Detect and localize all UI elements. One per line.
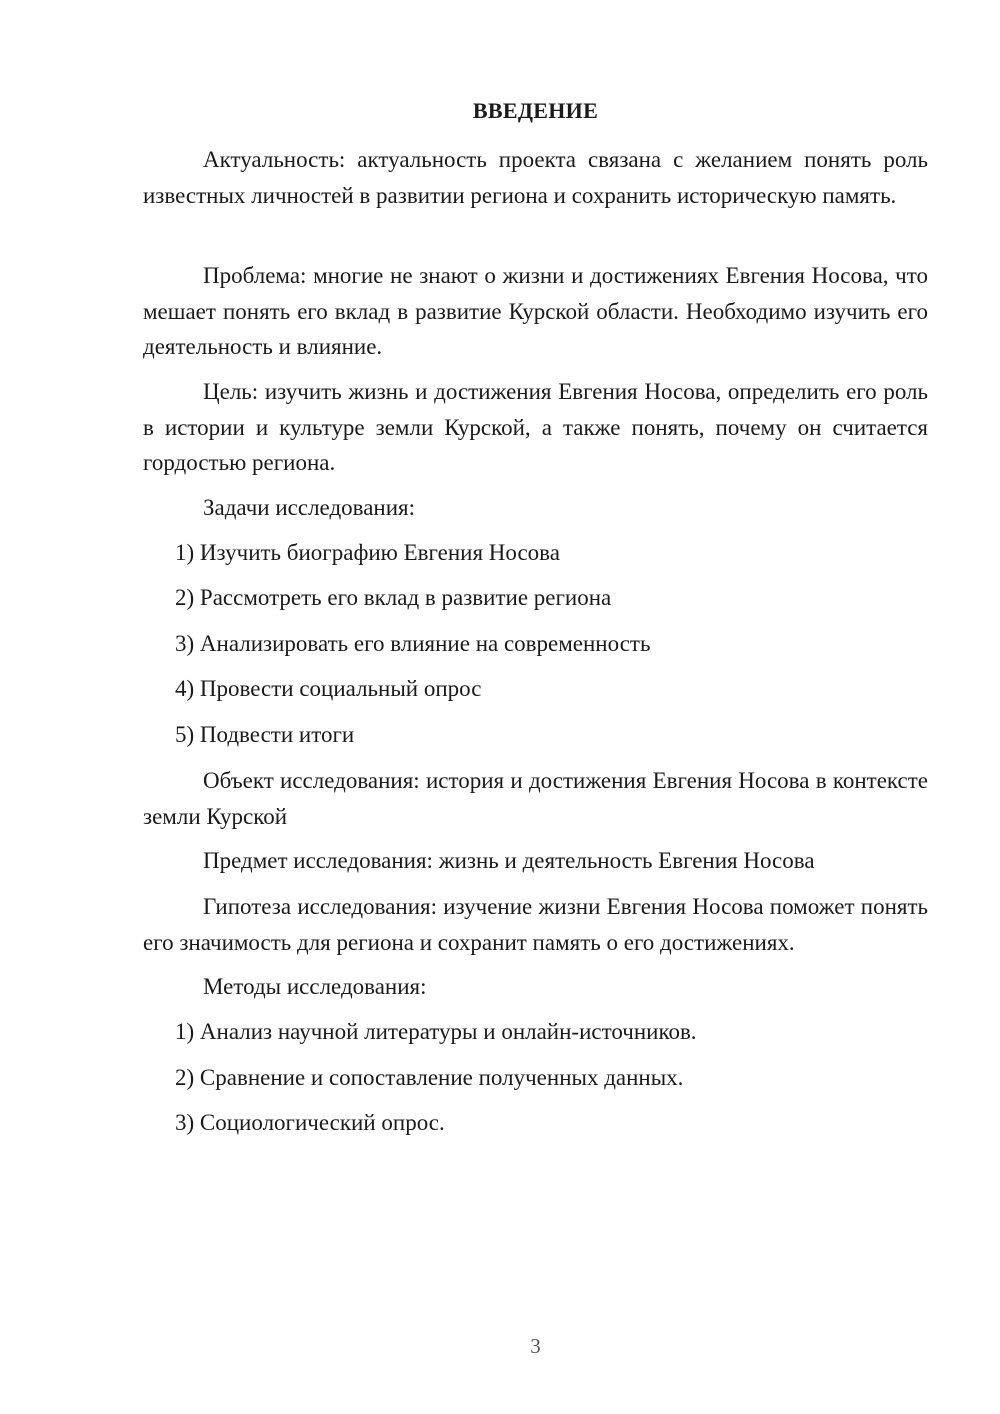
- problem-paragraph: Проблема: многие не знают о жизни и достижениях Евгения Носова, что мешает понять его вклад в развитие Курской области. Необходимо изучить его деятельность и влияние.: [143, 263, 928, 359]
- task-item-5: 5) Подвести итоги: [175, 722, 355, 747]
- task-item-4: 4) Провести социальный опрос: [175, 676, 482, 701]
- task-item-3: 3) Анализировать его влияние на современность: [175, 631, 651, 656]
- object-paragraph: Объект исследования: история и достижения Евгения Носова в контексте земли Курской: [143, 768, 928, 829]
- task-item-1: 1) Изучить биографию Евгения Носова: [175, 540, 560, 565]
- hypothesis-paragraph: Гипотеза исследования: изучение жизни Евгения Носова поможет понять его значимость для региона и сохранит память о его достижениях.: [143, 894, 928, 955]
- task-item-2: 2) Рассмотреть его вклад в развитие региона: [175, 585, 612, 610]
- document-page: [143, 0, 928, 1414]
- subject-paragraph: Предмет исследования: жизнь и деятельность Евгения Носова: [203, 848, 815, 873]
- goal-paragraph: Цель: изучить жизнь и достижения Евгения Носова, определить его роль в истории и культуре земли Курской, а также понять, почему он считается гордостью региона.: [143, 379, 928, 475]
- method-item-2: 2) Сравнение и сопоставление полученных данных.: [175, 1065, 684, 1090]
- tasks-heading: Задачи исследования:: [203, 495, 416, 520]
- methods-heading: Методы исследования:: [203, 974, 427, 999]
- section-title: ВВЕДЕНИЕ: [472, 98, 599, 123]
- relevance-paragraph: Актуальность: актуальность проекта связана с желанием понять роль известных личностей в развитии региона и сохранить историческую память.: [143, 147, 928, 208]
- page-number: 3: [530, 1334, 541, 1358]
- method-item-1: 1) Анализ научной литературы и онлайн-источников.: [175, 1019, 697, 1044]
- method-item-3: 3) Социологический опрос.: [175, 1110, 445, 1135]
